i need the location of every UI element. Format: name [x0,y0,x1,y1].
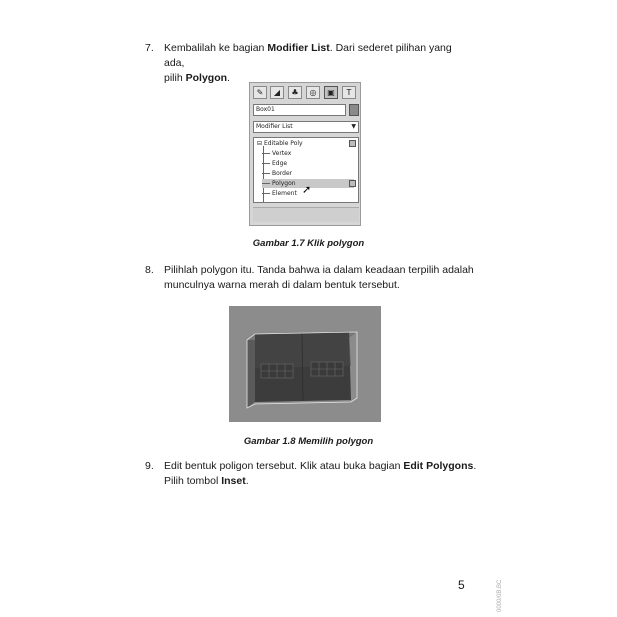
modifier-list-dropdown [253,121,359,133]
modifier-list-label: Modifier List [256,123,293,130]
side-code: 0000/0B.BC [497,579,503,612]
step-text [164,41,474,86]
stack-item-vertex: Vertex [262,149,291,158]
modifier-stack [253,137,359,203]
stack-item-editable-poly: ⊟ Editable Poly [257,140,303,147]
display-icon: ▣ [324,86,338,99]
step-text [164,263,479,293]
modifier-panel-screenshot [249,82,361,226]
step-number: 7. [145,42,154,54]
stack-item-polygon: Polygon [262,179,354,188]
step-line: Kembalilah ke bagian Modifier List. Dari sederet pilihan yang ada, [164,42,452,69]
stack-item-element: Element [262,189,297,198]
polygon-selection-grid-right [311,362,343,376]
step-7 [145,41,475,84]
page-number: 5 [458,578,465,592]
stack-item-edge: Edge [262,159,287,168]
box-object-render [229,306,381,422]
stack-item-border: Border [262,169,292,178]
polygon-selection-grid-left [261,364,293,378]
create-icon: ✎ [253,86,267,99]
object-name-field: Box01 [253,104,346,116]
step-line: Pilih tombol Inset. [164,475,249,487]
step-number: 9. [145,460,154,472]
step-9 [145,459,475,491]
mouse-cursor-icon: ➚ [302,183,312,196]
motion-icon: ◎ [306,86,320,99]
show-end-result-icon [349,180,356,187]
show-end-result-icon [349,140,356,147]
hierarchy-icon: ♣ [288,86,302,99]
step-line: Edit bentuk poligon tersebut. Klik atau buka bagian Edit Polygons. [164,460,477,472]
step-line: pilih Polygon. [164,72,230,84]
object-color-swatch [349,104,359,116]
panel-bottom-bar [253,207,359,222]
box-side-face [247,334,255,408]
step-8 [145,263,475,295]
step-line: munculnya warna merah di dalam bentuk tersebut. [164,279,400,291]
viewport-screenshot [229,306,381,422]
figure-caption-1-7: Gambar 1.7 Klik polygon [252,238,365,249]
step-text [164,459,479,489]
chevron-down-icon: ▼ [351,123,356,130]
figure-caption-1-8: Gambar 1.8 Memilih polygon [243,436,374,447]
step-number: 8. [145,264,154,276]
panel-tabs [253,86,357,100]
utilities-icon: T [342,86,356,99]
modify-icon: ◢ [270,86,284,99]
step-line: Pilihlah polygon itu. Tanda bahwa ia dalam keadaan terpilih adalah [164,264,474,276]
